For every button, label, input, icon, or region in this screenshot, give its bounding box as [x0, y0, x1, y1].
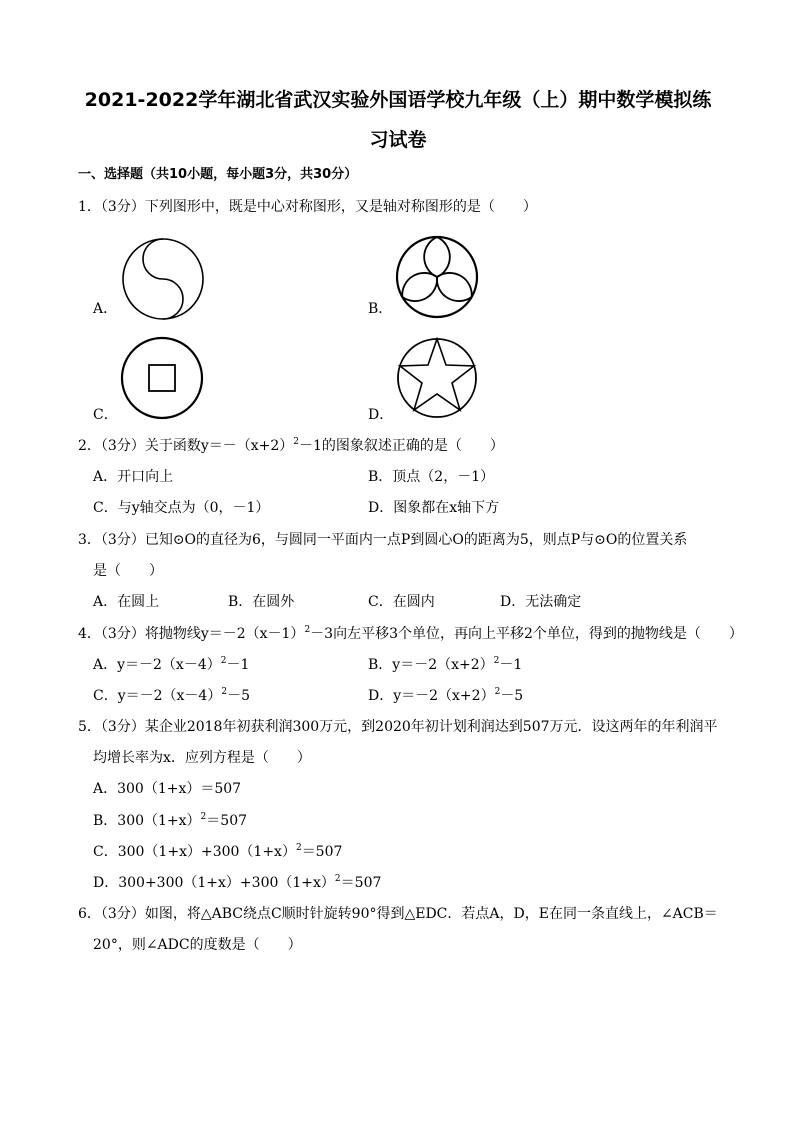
- q1-option-c-label: C．: [93, 407, 118, 423]
- q4-option-b-pre: B．y＝－2（x+2）: [368, 657, 494, 673]
- q5-option-b: [93, 812, 247, 830]
- q2-option-a: A．开口向上: [93, 469, 174, 485]
- q5-option-c-post: ＝507: [301, 844, 343, 860]
- q4-option-c-pre: C．y＝－2（x－4）: [93, 688, 222, 704]
- q5-option-a: A．300（1+x）＝507: [93, 781, 242, 797]
- q4-option-a: [93, 656, 249, 674]
- question-6-stem-line1: 6．（3分）如图，将△ABC绕点C顺时针旋转90°得到△EDC．若点A，D，E在同一条直线上，∠ACB＝: [78, 906, 718, 922]
- q4-option-a-post: －1: [226, 657, 250, 673]
- q4-option-b-exp: 2: [493, 656, 500, 666]
- exam-title-line1: 2021-2022学年湖北省武汉实验外国语学校九年级（上）期中数学模拟练: [84, 89, 712, 111]
- q5-option-c-exp: 2: [295, 843, 302, 853]
- question-3-stem-line2: 是（ ）: [93, 563, 163, 579]
- q3-option-b: B．在圆外: [228, 594, 295, 610]
- q5-option-b-post: ＝507: [206, 813, 248, 829]
- q5-option-d-exp: 2: [334, 874, 341, 884]
- q4-option-a-pre: A．y＝－2（x－4）: [93, 657, 221, 673]
- circle-with-square-icon: [119, 335, 205, 421]
- q5-option-c-pre: C．300（1+x）+300（1+x）: [93, 844, 296, 860]
- q2-stem-post: －1的图象叙述正确的是（ ）: [299, 438, 504, 454]
- q4-option-d: [368, 687, 523, 705]
- q1-option-b-label: B．: [368, 301, 393, 317]
- taiji-circle-icon: [120, 236, 206, 322]
- q4-option-c-exp: 2: [221, 687, 228, 697]
- question-3-stem-line1: 3．（3分）已知⊙O的直径为6，与圆同一平面内一点P到圆心O的距离为5，则点P与⊙O的位置关系: [78, 532, 688, 548]
- q3-option-d: D．无法确定: [500, 594, 582, 610]
- q4-option-b: [368, 656, 522, 674]
- question-2-stem: [78, 437, 504, 455]
- q4-stem-pre: 4．（3分）将抛物线y＝－2（x－1）: [78, 626, 305, 642]
- question-5-stem-line2: 均增长率为x．应列方程是（ ）: [93, 750, 311, 766]
- q3-option-c: C．在圆内: [368, 594, 435, 610]
- q3-option-a: A．在圆上: [93, 594, 160, 610]
- circle-with-star-icon: [394, 335, 480, 421]
- q4-option-d-exp: 2: [494, 687, 501, 697]
- q4-option-a-exp: 2: [220, 656, 227, 666]
- question-6-stem-line2: 20°，则∠ADC的度数是（ ）: [93, 937, 302, 953]
- question-4-stem: [78, 625, 743, 643]
- q4-option-c-post: －5: [227, 688, 250, 704]
- q2-stem-exponent: 2: [293, 437, 299, 447]
- q5-option-b-pre: B．300（1+x）: [93, 813, 201, 829]
- q4-option-c: [93, 687, 250, 705]
- exam-title-line2: 习试卷: [369, 129, 427, 151]
- q1-option-d-label: D．: [368, 407, 394, 423]
- q5-option-b-exp: 2: [200, 812, 207, 822]
- q5-option-d-pre: D．300+300（1+x）+300（1+x）: [93, 875, 335, 891]
- q1-option-a-label: A．: [93, 301, 118, 317]
- q5-option-c: [93, 843, 342, 861]
- question-5-stem-line1: 5．（3分）某企业2018年初获利润300万元，到2020年初计划利润达到507万元．设这两年的年利润平: [78, 719, 718, 735]
- q4-option-b-post: －1: [499, 657, 523, 673]
- q4-stem-exponent: 2: [304, 625, 311, 635]
- q2-option-d: D．图象都在x轴下方: [368, 500, 500, 516]
- q5-option-d: [93, 874, 381, 892]
- q2-stem-pre: 2．（3分）关于函数y＝－（x+2）: [78, 438, 294, 454]
- q2-option-b: B．顶点（2，－1）: [368, 469, 495, 485]
- q5-option-d-post: ＝507: [340, 875, 382, 891]
- q4-option-d-pre: D．y＝－2（x+2）: [368, 688, 495, 704]
- q4-stem-post: －3向左平移3个单位，再向上平移2个单位，得到的抛物线是（ ）: [310, 626, 743, 642]
- three-petal-circle-icon: [394, 234, 480, 320]
- question-1-stem: 1．（3分）下列图形中，既是中心对称图形，又是轴对称图形的是（ ）: [78, 199, 537, 215]
- q4-option-d-post: －5: [500, 688, 524, 704]
- q2-option-c: C．与y轴交点为（0，－1）: [93, 500, 270, 516]
- section-heading: 一、选择题（共10小题，每小题3分，共30分）: [78, 167, 358, 182]
